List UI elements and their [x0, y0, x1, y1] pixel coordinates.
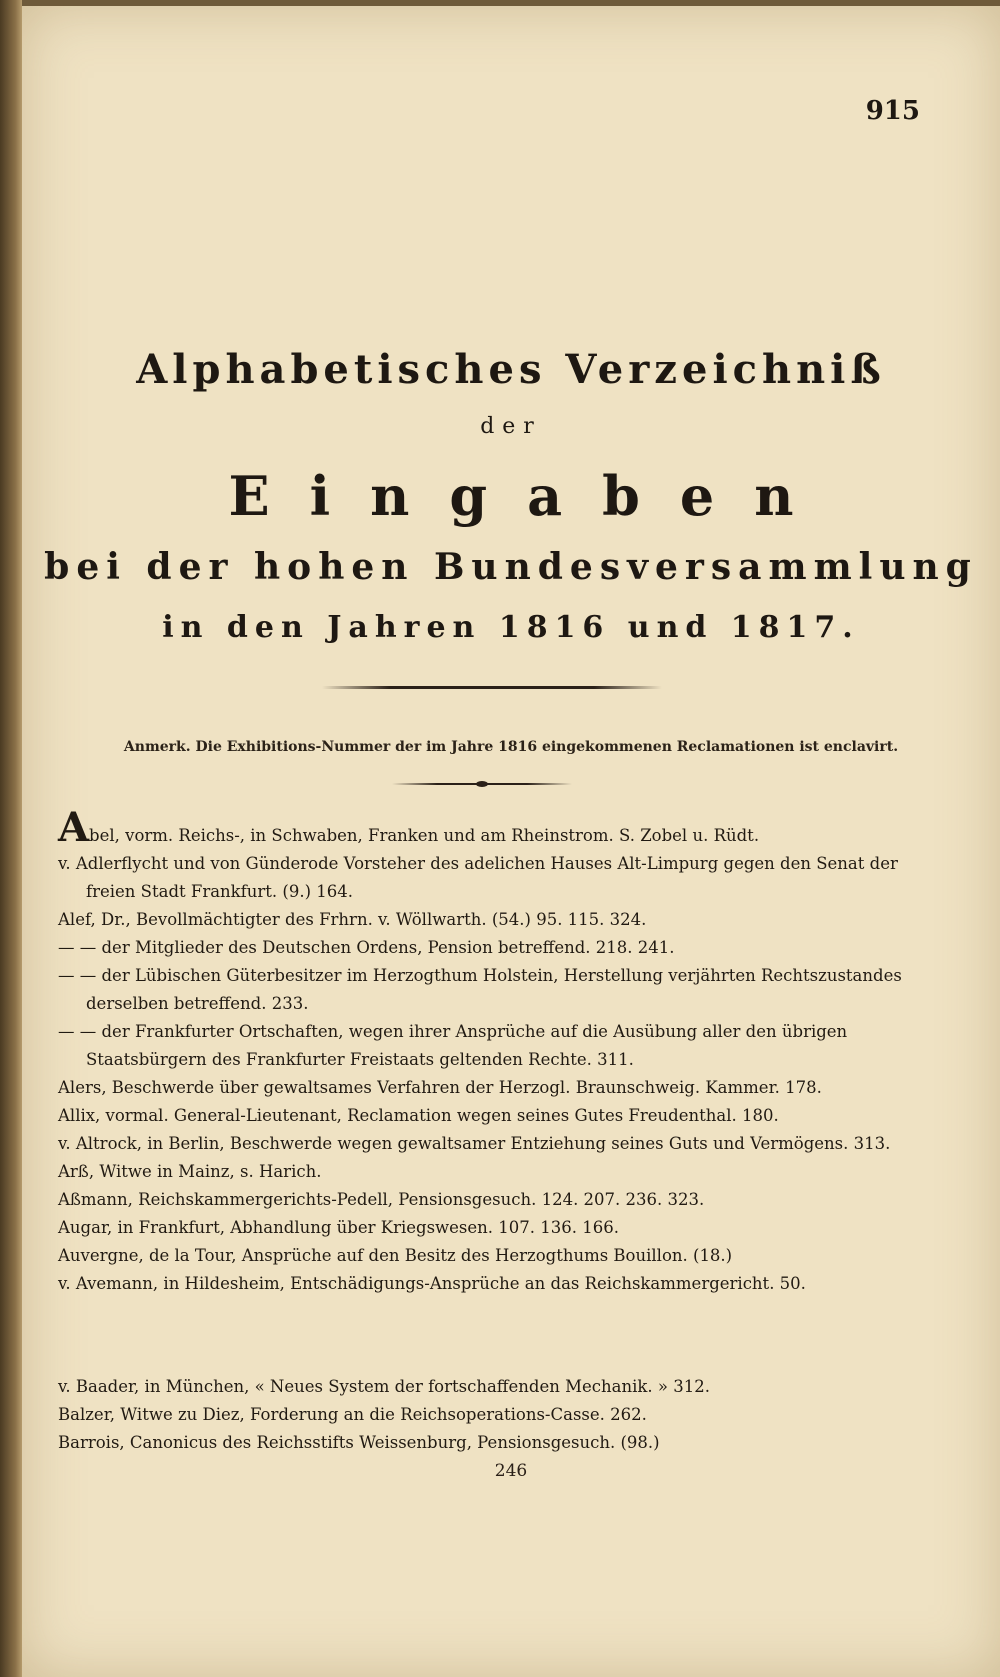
- list-item: Abel, vorm. Reichs-, in Schwaben, Franken und am Rheinstrom. S. Zobel u. Rüdt.: [58, 804, 760, 851]
- list-item: Auvergne, de la Tour, Ansprüche auf den Besitz des Herzogthums Bouillon. (18.): [58, 1246, 733, 1265]
- list-item: Arß, Witwe in Mainz, s. Harich.: [58, 1162, 322, 1181]
- list-item: v. Avemann, in Hildesheim, Entschädigungs-Ansprüche an das Reichskammergericht. 50.: [58, 1274, 806, 1293]
- list-item: Balzer, Witwe zu Diez, Forderung an die Reichsoperations-Casse. 262.: [58, 1405, 647, 1424]
- list-item: — — der Mitglieder des Deutschen Ordens, Pension betreffend. 218. 241.: [58, 938, 675, 957]
- decorative-rule: [322, 686, 662, 689]
- list-item: Augar, in Frankfurt, Abhandlung über Kriegswesen. 107. 136. 166.: [58, 1218, 619, 1237]
- signature-mark: 246: [494, 1461, 528, 1481]
- title-line-1: Alphabetisches Verzeichniß: [136, 346, 886, 393]
- list-item: v. Altrock, in Berlin, Beschwerde wegen gewaltsamer Entziehung seines Guts und Vermögens. 313.: [58, 1134, 891, 1153]
- list-item: — — der Lübischen Güterbesitzer im Herzogthum Holstein, Herstellung verjährten Rechtszustandes derselben betreffend. 233.: [58, 966, 902, 1013]
- list-item: Aßmann, Reichskammergerichts-Pedell, Pensionsgesuch. 124. 207. 236. 323.: [58, 1190, 705, 1209]
- list-item: — — der Frankfurter Ortschaften, wegen ihrer Ansprüche auf die Ausübung aller den übrigen Staatsbürgern des Frankfurter Freistaats geltenden Rechte. 311.: [58, 1022, 848, 1069]
- book-spine: [0, 0, 22, 1677]
- list-item: v. Adlerflycht und von Günderode Vorsteher des adelichen Hauses Alt-Limpurg gegen den Senat der freien Stadt Frankfurt. (9.) 164.: [58, 854, 898, 901]
- ornamental-divider: [392, 783, 572, 785]
- title-line-4: bei der hohen Bundesversammlung: [44, 546, 978, 588]
- page-number: 915: [865, 96, 920, 126]
- note: Anmerk. Die Exhibitions-Nummer der im Jahre 1816 eingekommenen Reclamationen ist enclavirt.: [123, 739, 899, 755]
- book-page: [22, 6, 1000, 1677]
- title-line-3: Eingaben: [228, 464, 834, 528]
- list-item: Alef, Dr., Bevollmächtigter des Frhrn. v. Wöllwarth. (54.) 95. 115. 324.: [58, 910, 647, 929]
- entry-list: [58, 804, 938, 1298]
- entry-list-b: [58, 1373, 938, 1457]
- list-item: Allix, vormal. General-Lieutenant, Reclamation wegen seines Gutes Freudenthal. 180.: [58, 1106, 779, 1125]
- list-item: Alers, Beschwerde über gewaltsames Verfahren der Herzogl. Braunschweig. Kammer. 178.: [58, 1078, 822, 1097]
- title-line-5: in den Jahren 1816 und 1817.: [162, 610, 860, 645]
- list-item: v. Baader, in München, « Neues System der fortschaffenden Mechanik. » 312.: [58, 1377, 710, 1396]
- list-item: Barrois, Canonicus des Reichsstifts Weissenburg, Pensionsgesuch. (98.): [58, 1433, 660, 1452]
- title-line-2: der: [480, 414, 542, 439]
